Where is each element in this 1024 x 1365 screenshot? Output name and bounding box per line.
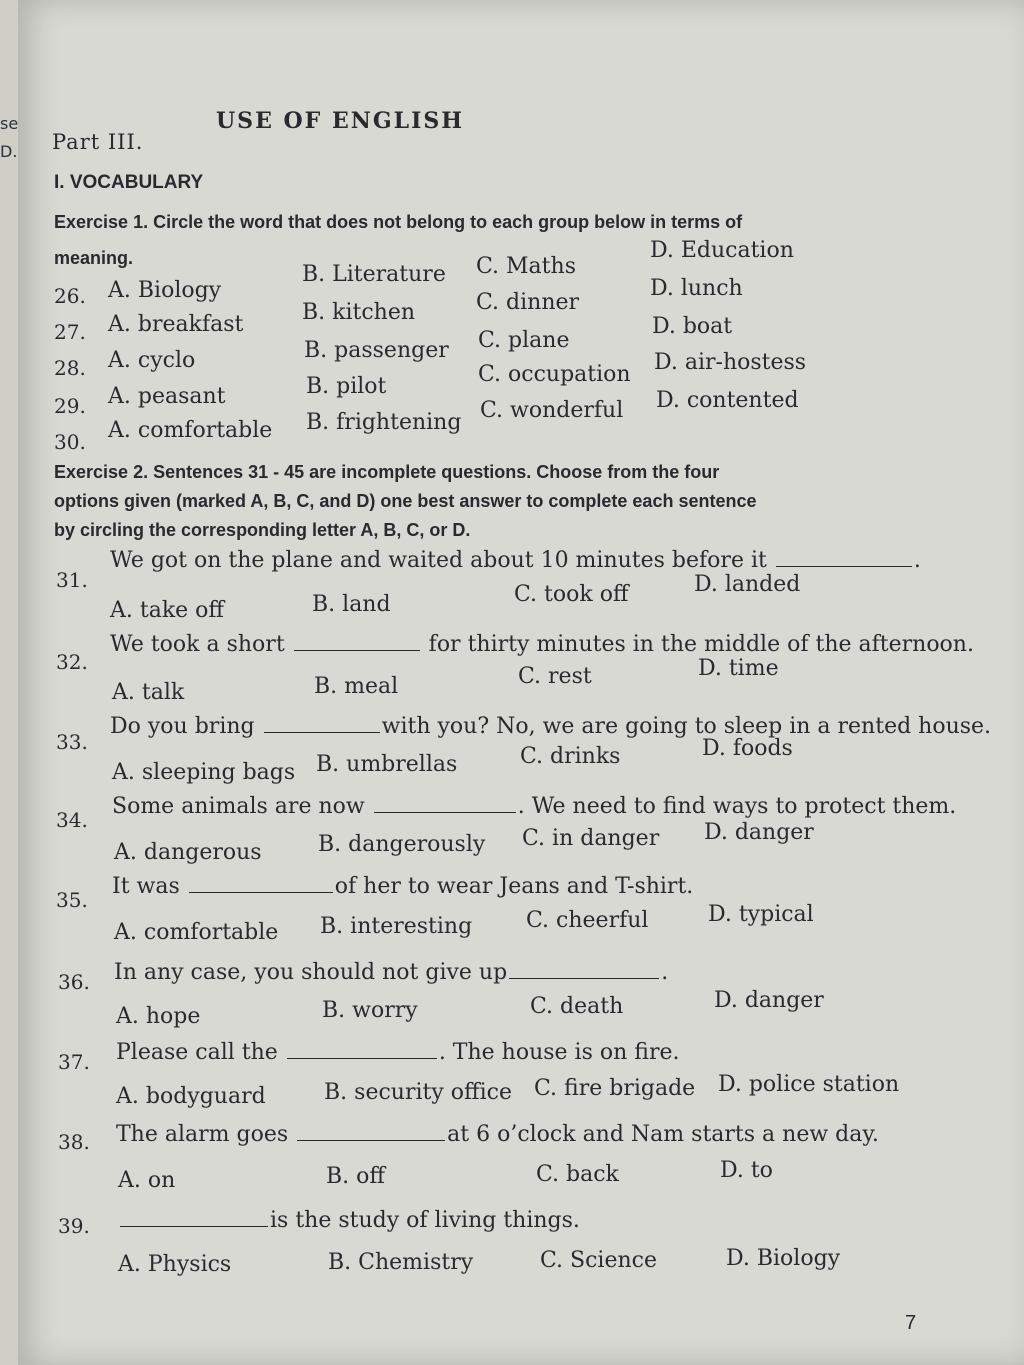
option-c[interactable]: C. took off (514, 582, 629, 607)
question-number: 33. (56, 730, 88, 754)
option-c[interactable]: C. in danger (522, 826, 660, 851)
option-b[interactable]: B. frightening (306, 410, 462, 435)
option-d[interactable]: D. to (720, 1158, 773, 1183)
question-number: 37. (58, 1050, 90, 1074)
option-c[interactable]: C. rest (518, 664, 592, 689)
question-stem (116, 1040, 679, 1065)
option-d[interactable]: D. lunch (650, 276, 743, 301)
question-number: 34. (56, 808, 88, 832)
option-c[interactable]: C. occupation (478, 362, 631, 387)
option-a[interactable]: A. peasant (108, 384, 226, 409)
question-stem (112, 794, 956, 819)
option-c[interactable]: C. plane (478, 328, 570, 353)
option-d[interactable]: D. foods (702, 736, 793, 761)
option-b[interactable]: B. pilot (306, 374, 387, 399)
option-d[interactable]: D. danger (704, 820, 814, 845)
option-b[interactable]: B. meal (314, 674, 399, 699)
option-a[interactable]: A. cyclo (108, 348, 196, 373)
option-a[interactable]: A. Biology (108, 278, 222, 303)
option-a[interactable]: A. Physics (118, 1252, 232, 1277)
page-number: 7 (905, 1312, 917, 1334)
question-number: 31. (56, 568, 88, 592)
option-b[interactable]: B. Literature (302, 262, 446, 287)
edge-text-2: D. (0, 142, 18, 161)
question-number: 36. (58, 970, 90, 994)
stem-after: . (661, 960, 669, 985)
option-d[interactable]: D. boat (652, 314, 733, 339)
option-a[interactable]: A. on (118, 1168, 176, 1193)
question-stem (110, 714, 991, 739)
option-b[interactable]: B. worry (322, 998, 418, 1023)
answer-blank[interactable] (120, 1225, 268, 1227)
exercise1-instruction-line2: meaning. (54, 248, 134, 268)
item-number: 28. (54, 356, 86, 380)
stem-before: It was (112, 874, 180, 899)
option-c[interactable]: C. cheerful (526, 908, 649, 933)
exercise1-instruction-line1: Exercise 1. Circle the word that does not belong to each group below in terms of (54, 212, 743, 232)
option-d[interactable]: D. air-hostess (654, 350, 807, 375)
option-a[interactable]: A. breakfast (108, 312, 244, 337)
option-b[interactable]: B. interesting (320, 914, 473, 939)
stem-after: with you? No, we are going to sleep in a rented house. (381, 714, 992, 739)
stem-after: . The house is on fire. (438, 1040, 680, 1065)
option-c[interactable]: C. Maths (476, 254, 576, 279)
option-d[interactable]: D. police station (718, 1072, 900, 1097)
stem-after: for thirty minutes in the middle of the afternoon. (428, 632, 974, 657)
option-d[interactable]: D. time (698, 656, 779, 681)
answer-blank[interactable] (374, 811, 516, 813)
stem-after: of her to wear Jeans and T-shirt. (334, 874, 694, 899)
stem-after: . We need to find ways to protect them. (517, 794, 957, 819)
stem-before: Please call the (116, 1040, 278, 1065)
section-heading: USE OF ENGLISH (216, 108, 465, 134)
answer-blank[interactable] (776, 565, 912, 567)
option-c[interactable]: C. back (536, 1162, 619, 1187)
answer-blank[interactable] (287, 1057, 437, 1059)
part-label: Part III. (52, 130, 144, 154)
option-a[interactable]: A. dangerous (114, 840, 262, 865)
option-b[interactable]: B. kitchen (302, 300, 416, 325)
option-a[interactable]: A. take off (110, 598, 225, 623)
question-stem (116, 1122, 879, 1147)
vocabulary-heading: I. VOCABULARY (54, 172, 204, 193)
option-a[interactable]: A. comfortable (114, 920, 279, 945)
question-number: 35. (56, 888, 88, 912)
option-d[interactable]: D. landed (694, 572, 801, 597)
option-b[interactable]: B. security office (324, 1080, 513, 1105)
option-c[interactable]: C. fire brigade (534, 1076, 696, 1101)
option-d[interactable]: D. Education (650, 238, 794, 263)
stem-after: is the study of living things. (270, 1208, 580, 1233)
item-number: 26. (54, 284, 86, 308)
option-b[interactable]: B. Chemistry (328, 1250, 474, 1275)
stem-before: Do you bring (110, 714, 255, 739)
question-number: 38. (58, 1130, 90, 1154)
option-a[interactable]: A. hope (116, 1004, 201, 1029)
option-a[interactable]: A. talk (112, 680, 185, 705)
option-a[interactable]: A. bodyguard (116, 1084, 266, 1109)
question-stem (112, 874, 693, 899)
item-number: 27. (54, 320, 86, 344)
option-d[interactable]: D. danger (714, 988, 824, 1013)
question-stem (110, 632, 974, 657)
stem-before: Some animals are now (112, 794, 365, 819)
option-b[interactable]: B. dangerously (318, 832, 486, 857)
option-a[interactable]: A. sleeping bags (112, 760, 296, 785)
stem-after: at 6 o’clock and Nam starts a new day. (447, 1122, 879, 1147)
option-d[interactable]: D. contented (656, 388, 799, 413)
answer-blank[interactable] (509, 977, 659, 979)
option-b[interactable]: B. umbrellas (316, 752, 458, 777)
option-c[interactable]: C. death (530, 994, 624, 1019)
answer-blank[interactable] (297, 1139, 445, 1141)
option-c[interactable]: C. wonderful (480, 398, 624, 423)
stem-before: We took a short (110, 632, 285, 657)
question-number: 39. (58, 1214, 90, 1238)
stem-after: . (913, 548, 921, 573)
option-b[interactable]: B. passenger (304, 338, 449, 363)
question-stem (110, 548, 921, 573)
stem-before: We got on the plane and waited about 10 minutes before it (110, 548, 767, 573)
edge-text-1: se (0, 114, 19, 133)
option-c[interactable]: C. dinner (476, 290, 580, 315)
option-c[interactable]: C. drinks (520, 744, 621, 769)
answer-blank[interactable] (189, 891, 333, 893)
item-number: 29. (54, 394, 86, 418)
option-b[interactable]: B. off (326, 1164, 386, 1189)
question-stem (118, 1208, 580, 1233)
exercise2-instruction-line1: Exercise 2. Sentences 31 - 45 are incomplete questions. Choose from the four (54, 462, 720, 482)
stem-before: The alarm goes (116, 1122, 289, 1147)
exercise2-instruction-line2: options given (marked A, B, C, and D) one best answer to complete each sentence (54, 491, 757, 511)
option-d[interactable]: D. Biology (726, 1246, 841, 1271)
option-a[interactable]: A. comfortable (108, 418, 273, 443)
question-stem (114, 960, 668, 985)
answer-blank[interactable] (264, 731, 380, 733)
item-number: 30. (54, 430, 86, 454)
option-d[interactable]: D. typical (708, 902, 814, 927)
answer-blank[interactable] (294, 649, 420, 651)
exercise2-instruction-line3: by circling the corresponding letter A, B, C, or D. (54, 520, 471, 540)
option-c[interactable]: C. Science (540, 1248, 657, 1273)
option-b[interactable]: B. land (312, 592, 391, 617)
question-number: 32. (56, 650, 88, 674)
stem-before: In any case, you should not give up (114, 960, 508, 985)
